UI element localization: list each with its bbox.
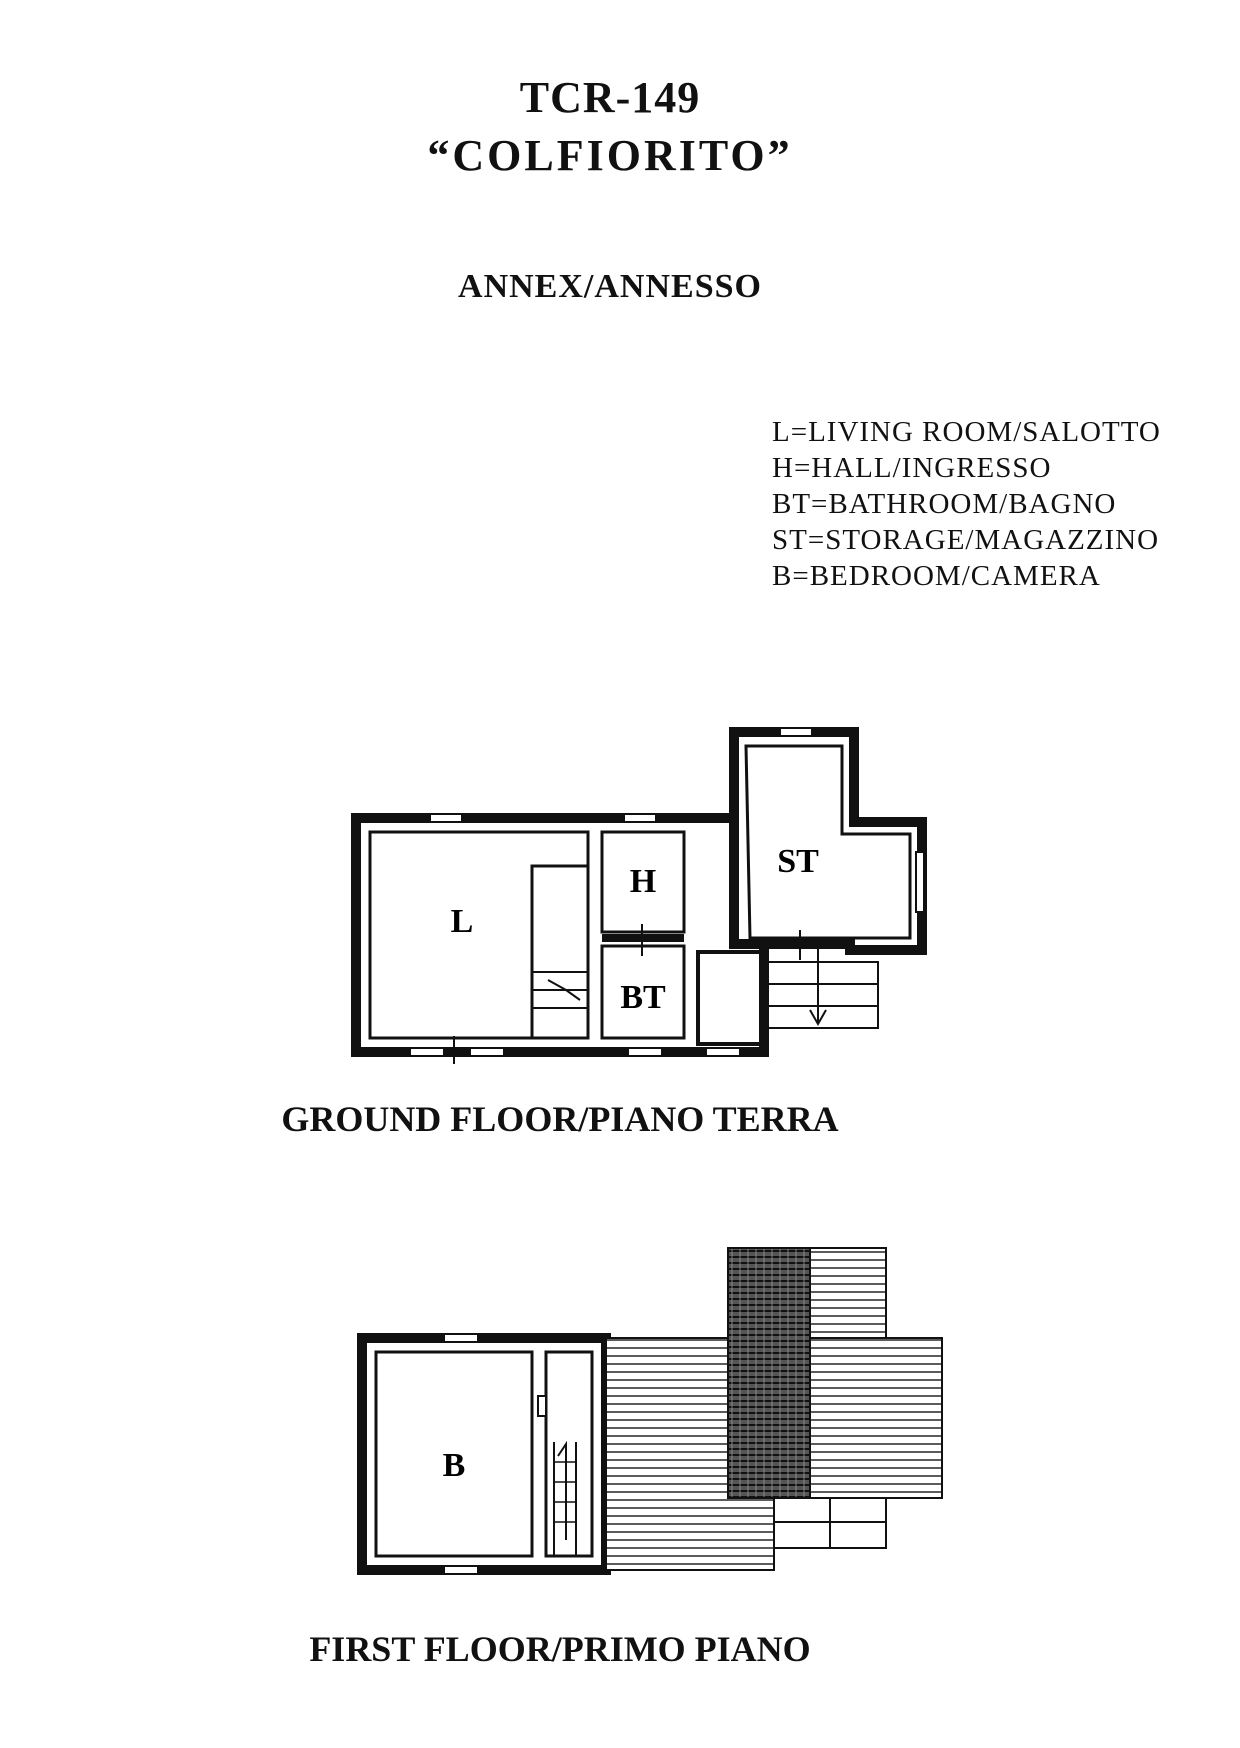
- legend-item-bedroom: B=BEDROOM/CAMERA: [772, 560, 1101, 592]
- room-label-bedroom: B: [442, 1447, 466, 1484]
- first-floor-plan: [362, 1248, 942, 1574]
- building-subtitle: ANNEX/ANNESSO: [458, 268, 762, 305]
- ground-floor-caption: GROUND FLOOR/PIANO TERRA: [281, 1099, 839, 1139]
- room-label-hall: H: [629, 863, 657, 900]
- first-floor-caption: FIRST FLOOR/PRIMO PIANO: [309, 1629, 811, 1669]
- property-code: TCR-149: [519, 73, 701, 122]
- legend-item-bathroom: BT=BATHROOM/BAGNO: [772, 488, 1117, 520]
- legend-item-living: L=LIVING ROOM/SALOTTO: [772, 416, 1161, 448]
- room-label-living: L: [450, 903, 474, 940]
- room-label-bathroom: BT: [620, 979, 666, 1016]
- legend-item-storage: ST=STORAGE/MAGAZZINO: [772, 524, 1160, 556]
- property-name: “COLFIORITO”: [427, 131, 793, 180]
- legend-item-hall: H=HALL/INGRESSO: [772, 452, 1052, 484]
- room-label-storage: ST: [777, 843, 819, 880]
